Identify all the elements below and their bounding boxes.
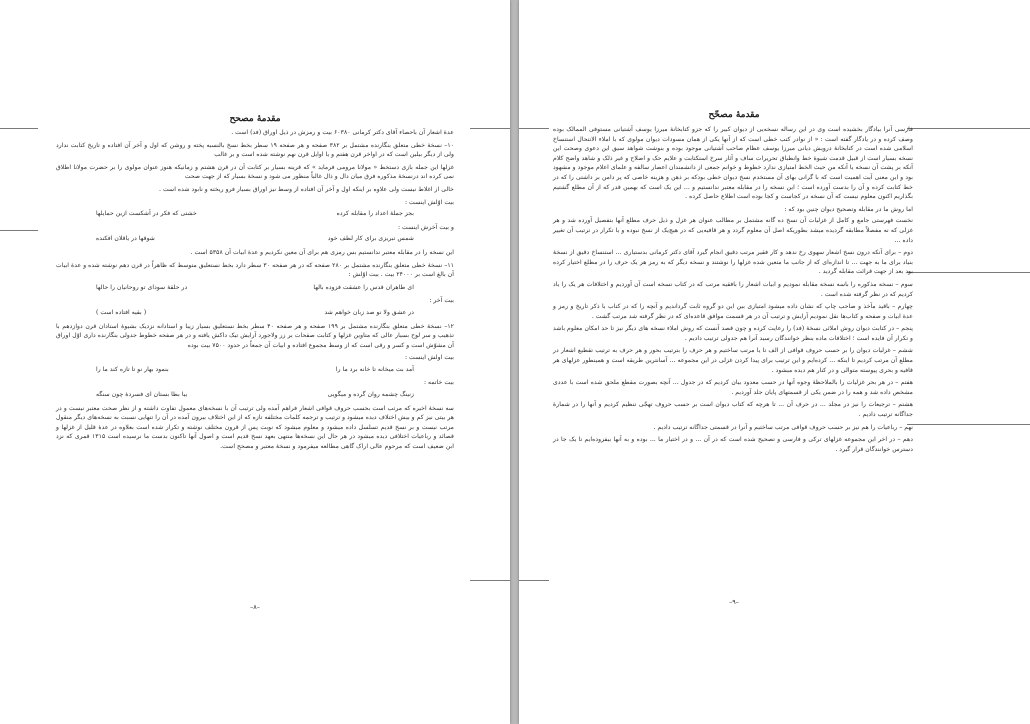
list-item: دهم – در اخر این مجموعه غزلهای ترکی و فارسی و تصحیح شده است که در آن ... و در اختیار ما ... بوده و به آنها بیفزوده‌ایم تا یک جا در دسترس خوانندگان قرار گیرد . [553, 436, 913, 453]
page-edge-line [470, 580, 510, 581]
verse-label: و بیت آخرش اینست : [397, 223, 454, 231]
list-item: نهم – رباعیات را هم نیز بر حسب حروف قوافی مرتب ساختیم و آنرا در قسمتی جداگانه ترتیب دادیم . [653, 423, 913, 431]
verse-line [56, 308, 454, 318]
verse-line [56, 283, 454, 293]
hemistich: ای طاهران قدس را عشقت فزوده بالها [313, 283, 414, 291]
verse-line [56, 390, 454, 400]
list-item: پنجم – در کتابت دیوان روش املائی نسخهٔ (فد) را رعایت کرده و چون قصد آنست که روش املاء نسخه های دیگر نیز تا حد امکان معلوم باشد و تکرار آن فایده است ؛ اختلافات ماده بنظر خوانندگان رسید آنرا هم جدولی ترتیب دادیم . [553, 325, 913, 342]
list-item: هشتم – ترجیعات را نیز در مجلد ... در حرف آن ... تا هرچه که کتاب دیوان است بر حسب حروف تهجّی تنظیم کردیم و آنها را در شمارهٔ جداگانه ترتیب دادیم . [553, 401, 913, 419]
hemistich: شمس تبریزی برای کار لطف خود [327, 235, 414, 243]
hemistich: خشتی که فکر در آشکست ازین حمایلها [96, 210, 197, 218]
verse-label: بیت اولش اینست : [404, 354, 454, 362]
hemistich: آمد بت میخانه تا خانه برد ما را [335, 365, 414, 373]
paragraph: عدهٔ اشعار آن باحصاء آقای دکتر کرمانی ۶۰۳۸۰ بیت و رمزش در ذیل اوراق (فد) است . [231, 129, 454, 136]
list-item: نخست فهرستی جامع و کامل از غزلیات آن نسخ ده گانه مشتمل بر مطالب عنوان هر غزل و ذیل حرف مطلع آنها بتفصیل آورده شد و هر غزلی که نه مفصلاً مطابقه گردیده میشد بطوریکه اصل آن معلوم گردد و هر قافیه‌یی که در هیچ‌یک از نسخ نبوده و یا تکرار در ترتیب آن تغییر داده ... [553, 217, 913, 244]
verse-label: بیت خاتمه : [423, 379, 454, 387]
page-edge-line [0, 230, 38, 231]
page-body [553, 125, 913, 457]
hemistich: ( بقیه افتاده است ) [96, 308, 147, 316]
hemistich: در عشق ولا نو صد زبان خواهم شد [324, 308, 414, 316]
page-edge-line [907, 272, 1030, 273]
paragraph: ۱۱– نسخهٔ خطی متعلق بنگارنده مشتمل بر ۲۸۰ صفحه که در هر صفحه ۳۰ سطر دارد بخط نستعلیق متوسط که ظاهراً در قرن دهم نوشته شده و عدهٔ ابیات آن بالغ است بر ۲۴۰۰۰ بیت . بیت اوّلش : [56, 261, 454, 279]
page-edge-line [0, 128, 38, 129]
list-item: چهارم – باقید مآخذ و صاحب چاپ که نشان داده میشود امتیازی بین این دو گروه ثابت گرداندیم و آنچه را که در کتاب با ذکر تاریخ و رمز و عدهٔ ابیات و صفحه و کتاب‌ها نقل نمودیم آرایش و ترتیب آن در هر قسمت موافق قاعده‌ای که در نظر گرفته شد مرتب گشت . [553, 303, 913, 320]
page-edge-line [470, 128, 510, 129]
list-item: سوم – نسخه مذکوره را باسه نسخه مقابله نمودیم و ابیات اشعار را بافقیه مرتب که در کتاب نسخه است آن آوردیم و اختلافات هر یک را یاد کردیم که در نظر گرفته شده است . [553, 280, 913, 298]
page-edge-line [519, 580, 549, 581]
verse-label: بیت اوّلش اینست : [404, 198, 454, 206]
paragraph: خالی از اغلاط نیست ولی علاوه بر اینکه اول و آخر آن افتاده از وسط نیز اوراق بسیار فرو ریخته و نابود شده است . [159, 185, 454, 193]
paragraph: ۱۰– نسخهٔ خطی متعلق بنگارنده مشتمل بر ۳۸۲ صفحه و هر صفحه ۱۹ سطر بخط نسخ بالنسبه پخته و روشن که اول و آخر آن افتاده و تاریخ کتابت ندارد ولی از دیگر بیلین است که در اواخر قرن هفتم و یا اوایل قرن نهم نوشته شده است و بر غالب [56, 141, 455, 159]
list-item: هفتم – در هر بحر غزلیات را بالملاحظهٔ وجوه آنها در حسب معدود بیان کردیم که در جدول ... آنچه بصورت مقطع ملحق شده است با عددی مشخص داده شد و همه را در ضمن یکی از قسمتهای پایان جلد آوردیم . [553, 379, 913, 396]
list-item: دوم – برای آنکه درون نسخ اشعار سهوی رخ ندهد و کار فقیر مرتب دقیق انجام گیرد آقای دکتر کرمانی بدستیاری ... استنساخ دقیق از نسخهٔ بنیاد برای ما به جهت ... تا اندازه‌ای که از جانب ما متعین شده غزلها را نوشتند و نسخه دیگر که به رمز هر یک حرف را در مطلع اختیار کرده بود بعد از جهت قرائت مقابله گردید . [553, 249, 913, 276]
page-edge-line [907, 128, 1030, 129]
hemistich: در حلقهٔ سودای تو روحانیان را حالها [96, 283, 188, 291]
paragraph: فارسی آنرا بیادگار بخشیده است وی در این رساله نسخه‌یی از دیوان کبیر را که جزو کتابخانهٔ میرزا یوسف آشتیانی مستوفی الممالک بوده وصف کرده و در یادگار گفته است : « از نوادر کتب خطی است که از آنها یکی از همان مسودات دیوان مولوی که با املاء الانتحال استنساخ اسلامی شده است در کتابخانهٔ درویش دیانی میرزا یوسف عظام صاحب آشتیانی موجود بوده و بنوشت شواهد سیق این دعوی وصحت این نسخه بسیار است از قبیل قدمت شیوهٔ خط وانطباق تحریرات ساف و آثار سرخ استکتابت و علایم حک و اصلاح و غیر ذلک و شاهد واضح کلام آنکه بر پشت آن نسخه یا آنکه من حیث الخط امتیازی ندارد خطوط و خوانم جمعی از دانشمندان اعصار سالفه و علمای اعلام موجود و مشهود بود و این معنی آیت اهمیت است که با گرانی بهای آن مستخدم نسخ دیوان خطی بودکه بر ذهن و هزینه خاصی که پر دامن بر داشتی را که در خط کتابت کرده و آن را بدست آورده است ؛ این نسخه را در مقابله معتبر ندانستیم و ... این یک است که بهمین قدر که از آن مطلع گشتیم بگذاریم اکنون معلوم نیست که آن نسخه در کجاست و کجا بوده است اطلاع حاصل کرده . [553, 126, 913, 201]
hemistich: بجز جملهٔ اعداد را مقابله کرده [336, 210, 414, 218]
hemistich: زنینگ چشمه روان گرده و میگویی [327, 391, 414, 399]
list-item: ششم – غزلیات دیوان را بر حسب حروف قوافی از الف تا یا مرتب ساختیم و هر حرف را بترتیب بحور و هر حرف به ترتیب تقطیع اشعار در مطلع آن مرتب کردیم تا اینکه ... کرده‌ایم و این ترتیب برای پیدا کردن غزلی در این مجموعه ... آسانترین طریقه است و همینطور عزلهای هر قافیه و بحری پیوسته متوالی و در کنار هم دیده میشود . [553, 347, 914, 374]
page-number: –۹– [729, 598, 739, 606]
hemistich: بنمود بهار نو تا تازه کند ما را [96, 365, 169, 373]
verse-line [56, 365, 454, 375]
page-edge-line [519, 128, 549, 129]
paragraph: سه نسخهٔ اخیره که مرتب است بحسب حروف قوافی اشعار فراهم آمده ولی ترتیب آن با نسخه‌های معمول تفاوت داشته و از نظر صحت معتبر نیست و در هر بیتی نیز کم و بیش اختلاف دیده میشود و ترتیب و ترجمه کلمات مختلفه تازه که از این اختلاف بیرون آمده در آن را تنهایی نسبت به نسخه‌های دیگر منقول مرتب نیست و بر نسخ قدیم تسلسل داده میشود و معلوم میشود که نوبت پس از قرون مختلف نوشته و تکرار شده است بعلاوه در عدهٔ قلیل از غزلها و قصائد و رباعیات اختلافی دیده میشود در هر حال این نسخه‌ها منتهی بعهد نسخ قدیم است و اصول آنها تاکنون بدست ما نرسیده است ۱۳۱۵ قمری که نزد ابن ضعیف است که مرحوم عالی اراک گاهی مطالعه میفرمود و نسخهٔ معتبر و مصحح است. [56, 404, 454, 451]
paragraph: این نسخه را در مقابله معتبر ندانستیم بس رمزی هم برای آن معین نکردیم و عدهٔ ابیات آن ۵۳۵۸ است . [190, 248, 454, 256]
method-line: اما روش ما در مقابله وتصحیح دیوان چنین بود که : [784, 205, 913, 213]
left-page [0, 0, 510, 724]
right-page [519, 0, 1030, 724]
verse-label: بیت آخر : [429, 297, 454, 305]
page-heading: مقدمهٔ مصحح [229, 114, 281, 124]
page-number: –۸– [250, 603, 260, 611]
page-edge-line [907, 424, 1030, 425]
paragraph: ۱۲– نسخهٔ خطی متعلق بنگارنده مشتمل بر ۱۹۹ صفحه و هر صفحه ۴۰ سطر بخط نستعلیق بسیار زیبا و استادانه نزدیک بشیوهٔ استادان قرن دوازدهم با تذهیب و سر لوح بسیار عالی که متاوین غزلها و کتابت صفحات بر زر ولاجورد آرایش تیک داکش یافته و در هر صفحه خطوط جدولی بنگارنده داری اوّل اوراق آن مشوّش است و کسر و رقی است که از وسط مجموع افتاده و ابیات آن جمعاً در حدود ۷۵۰۰ بیت بوده [56, 322, 455, 349]
verse-line [56, 209, 454, 219]
verse-line [56, 234, 454, 244]
hemistich: بیا بطا بستان ای فسردهٔ چون سنگه [96, 391, 188, 399]
page-body [56, 128, 454, 455]
paragraph: غزلها این جمله بازی دستخط « مولانا مرومی فرماید » که قرینه بسیار بر کتابت آن در قرن هشتم و زمانیکه هنوز عنوان مولوی را بر حضرت مولانا اطلاق نمی کرده اند درنسخهٔ مذکوره فرق میان دال و ذال غالباً منظور می شود و نسخهٔ بسیار که از جهت صحت [56, 163, 454, 181]
page-heading: مقدمهٔ مصحّح [708, 110, 760, 120]
hemistich: شوقها در یاقلان افکنده [96, 235, 155, 243]
